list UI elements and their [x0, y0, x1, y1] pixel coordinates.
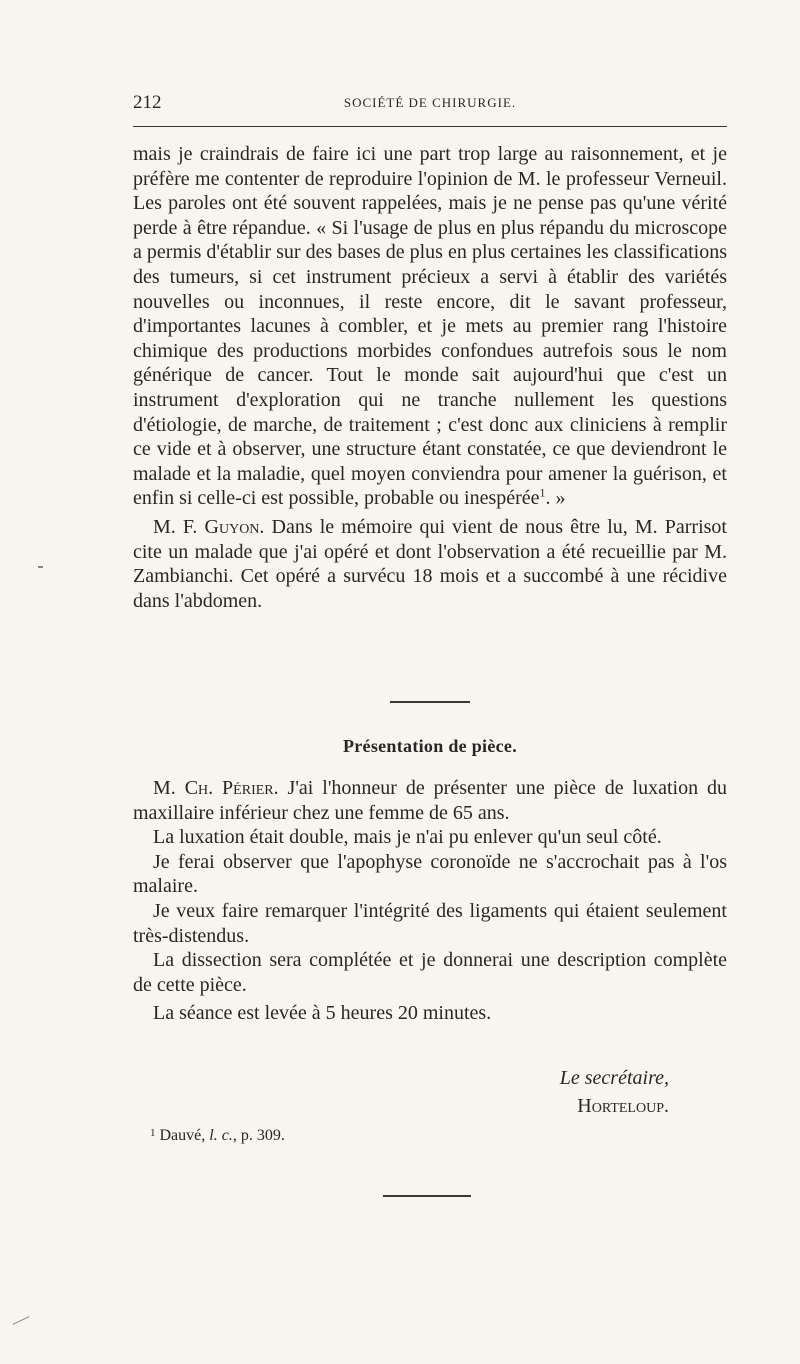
paper-speck: [38, 566, 43, 568]
paper-speck: [13, 1316, 30, 1325]
paragraph-luxation: La luxation était double, mais je n'ai pu enlever qu'un seul côté.: [153, 826, 662, 849]
signature-block: [133, 1064, 669, 1120]
page-header: [133, 92, 727, 118]
signature-role: Le secrétaire,: [559, 1067, 669, 1089]
page-number: 212: [133, 92, 162, 113]
paragraph-verneuil-quote: mais je craindrais de faire ici une part trop large au raisonnement, et je préfère me contenter de reproduire l'opinion de M. le professeur Verneuil. Les paroles ont été souvent rappelées, mais je ne pense pas qu'une vérité perde à être répandue. « Si l'usage de plus en plus répandu du microscope a permis d'établir sur des bases de plus en plus certaines les classifications des tumeurs, si cet instrument précieux a servi à établir des variétés nouvelles ou inconnues, il reste encore, dit le savant professeur, d'importantes lacunes à combler, et je mets au premier rang l'histoire chimique des productions morbides confondues autrefois sous le nom générique de cancer. Tout le monde sait aujourd'hui que c'est un instrument d'exploration qui ne tranche nullement les questions d'étiologie, de marche, de traitement ; c'est donc aux cliniciens à remplir ce vide et à observer, une structure étant constatée, ce que deviendront le malade et la maladie, quel moyen conviendra pour amener la guérison, et enfin si celle-ci est possible, probable ou inespérée$^1$. »: [133, 143, 727, 510]
body-text: [133, 142, 727, 613]
body-text-presentation: [133, 776, 727, 1026]
paragraph-guyon: M. F. Guyon. Dans le mémoire qui vient de nous être lu, M. Parrisot cite un malade que j'ai opéré et dont l'observation a été recueillie par M. Zambianchi. Cet opéré a survécu 18 mois et a succombé à une récidive dans l'abdomen.: [133, 515, 727, 612]
paragraph-dissection: La dissection sera complétée et je donnerai une description complète de cette pièce.: [133, 949, 727, 996]
footnote-loc-cit: l. c.: [209, 1127, 233, 1144]
paragraph-apophyse: Je ferai observer que l'apophyse coronoïde ne s'accrochait pas à l'os malaire.: [133, 850, 727, 898]
paragraph-closing: La séance est levée à 5 heures 20 minutes.: [153, 1002, 492, 1025]
paragraph-perier: M. Ch. Périer. J'ai l'honneur de présenter une pièce de luxation du maxillaire inférieur chez une femme de 65 ans.: [133, 777, 727, 824]
speaker-name: M. F. Guyon.: [153, 515, 265, 538]
running-title: SOCIÉTÉ DE CHIRURGIE.: [343, 95, 517, 110]
signature-name: Horteloup.: [577, 1095, 669, 1117]
section-title: Présentation de pièce.: [342, 736, 518, 756]
footnote: $^1$ Dauvé, l. c., p. 309.: [150, 1127, 285, 1144]
header-rule: [133, 126, 727, 127]
paragraph-ligaments: Je veux faire remarquer l'intégrité des ligaments qui étaient seulement très-distendus.: [133, 899, 727, 947]
end-divider: [383, 1195, 471, 1197]
section-divider: [390, 701, 470, 703]
footnote-number: 1: [150, 1127, 156, 1139]
speaker-name: M. Ch. Périer.: [153, 777, 279, 799]
footnote-reference: 1: [539, 485, 546, 500]
